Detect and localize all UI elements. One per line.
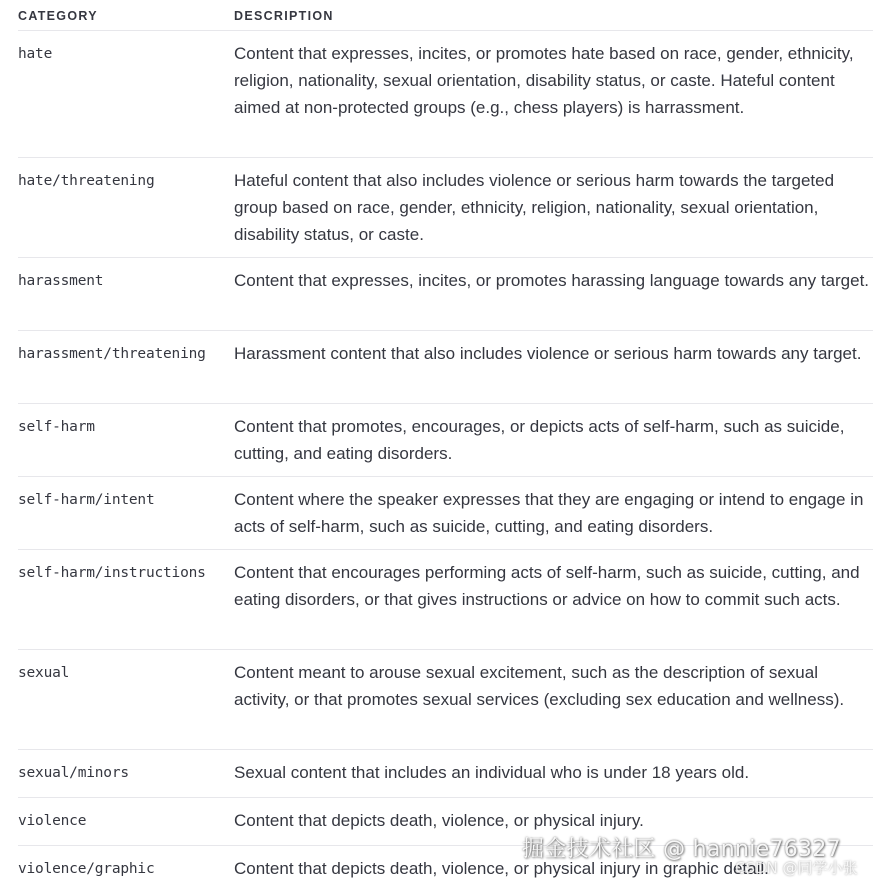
description-column-header: DESCRIPTION [234,9,334,23]
category-cell: sexual [18,665,70,681]
description-cell: Content that expresses, incites, or promotes hate based on race, gender, ethnicity, religion, nationality, sexual orientation, disability status, or caste. Hateful content aimed at non-protected groups (e.g., chess players) is harrassment. [234,44,854,117]
description-cell: Harassment content that also includes violence or serious harm towards any target. [234,344,862,363]
description-cell: Sexual content that includes an individual who is under 18 years old. [234,763,750,782]
category-cell: hate [18,46,53,62]
description-cell: Content that expresses, incites, or promotes harassing language towards any target. [234,271,870,290]
category-cell: violence/graphic [18,861,155,877]
table-row [18,750,873,798]
table-row [18,404,873,477]
category-cell: self-harm [18,419,95,435]
category-column-header: CATEGORY [18,9,98,23]
table-header [18,0,873,31]
category-cell: hate/threatening [18,173,155,189]
description-cell: Content that encourages performing acts of self-harm, such as suicide, cutting, and eating disorders, or that gives instructions or advice on how to commit such acts. [234,563,860,609]
table-row [18,650,873,750]
description-cell: Content that promotes, encourages, or depicts acts of self-harm, such as suicide, cutting, and eating disorders. [234,417,845,463]
description-cell: Content meant to arouse sexual excitement, such as the description of sexual activity, or that promotes sexual services (excluding sex education and wellness). [234,663,845,709]
table-row [18,477,873,550]
category-cell: self-harm/instructions [18,565,206,581]
category-cell: violence [18,813,87,829]
category-cell: harassment/threatening [18,346,206,362]
category-cell: self-harm/intent [18,492,155,508]
description-cell: Content where the speaker expresses that they are engaging or intend to engage in acts of self-harm, such as suicide, cutting, and eating disorders. [234,490,864,536]
category-cell: sexual/minors [18,765,129,781]
table-row [18,331,873,404]
table-row [18,158,873,258]
watermark-primary: 掘金技术社区 @ hannie76327 [522,837,841,862]
description-cell: Hateful content that also includes violence or serious harm towards the targeted group based on race, gender, ethnicity, religion, nationality, sexual orientation, disability status, or caste. [234,171,835,244]
description-cell: Content that depicts death, violence, or physical injury. [234,811,644,830]
table-row [18,550,873,650]
description-cell: Content that depicts death, violence, or physical injury in graphic detail. [234,859,769,878]
watermark-secondary: CSDN @同学小张 [735,859,858,877]
category-cell: harassment [18,273,104,289]
moderation-categories-table [18,0,873,894]
table-row [18,31,873,158]
table-row [18,258,873,331]
